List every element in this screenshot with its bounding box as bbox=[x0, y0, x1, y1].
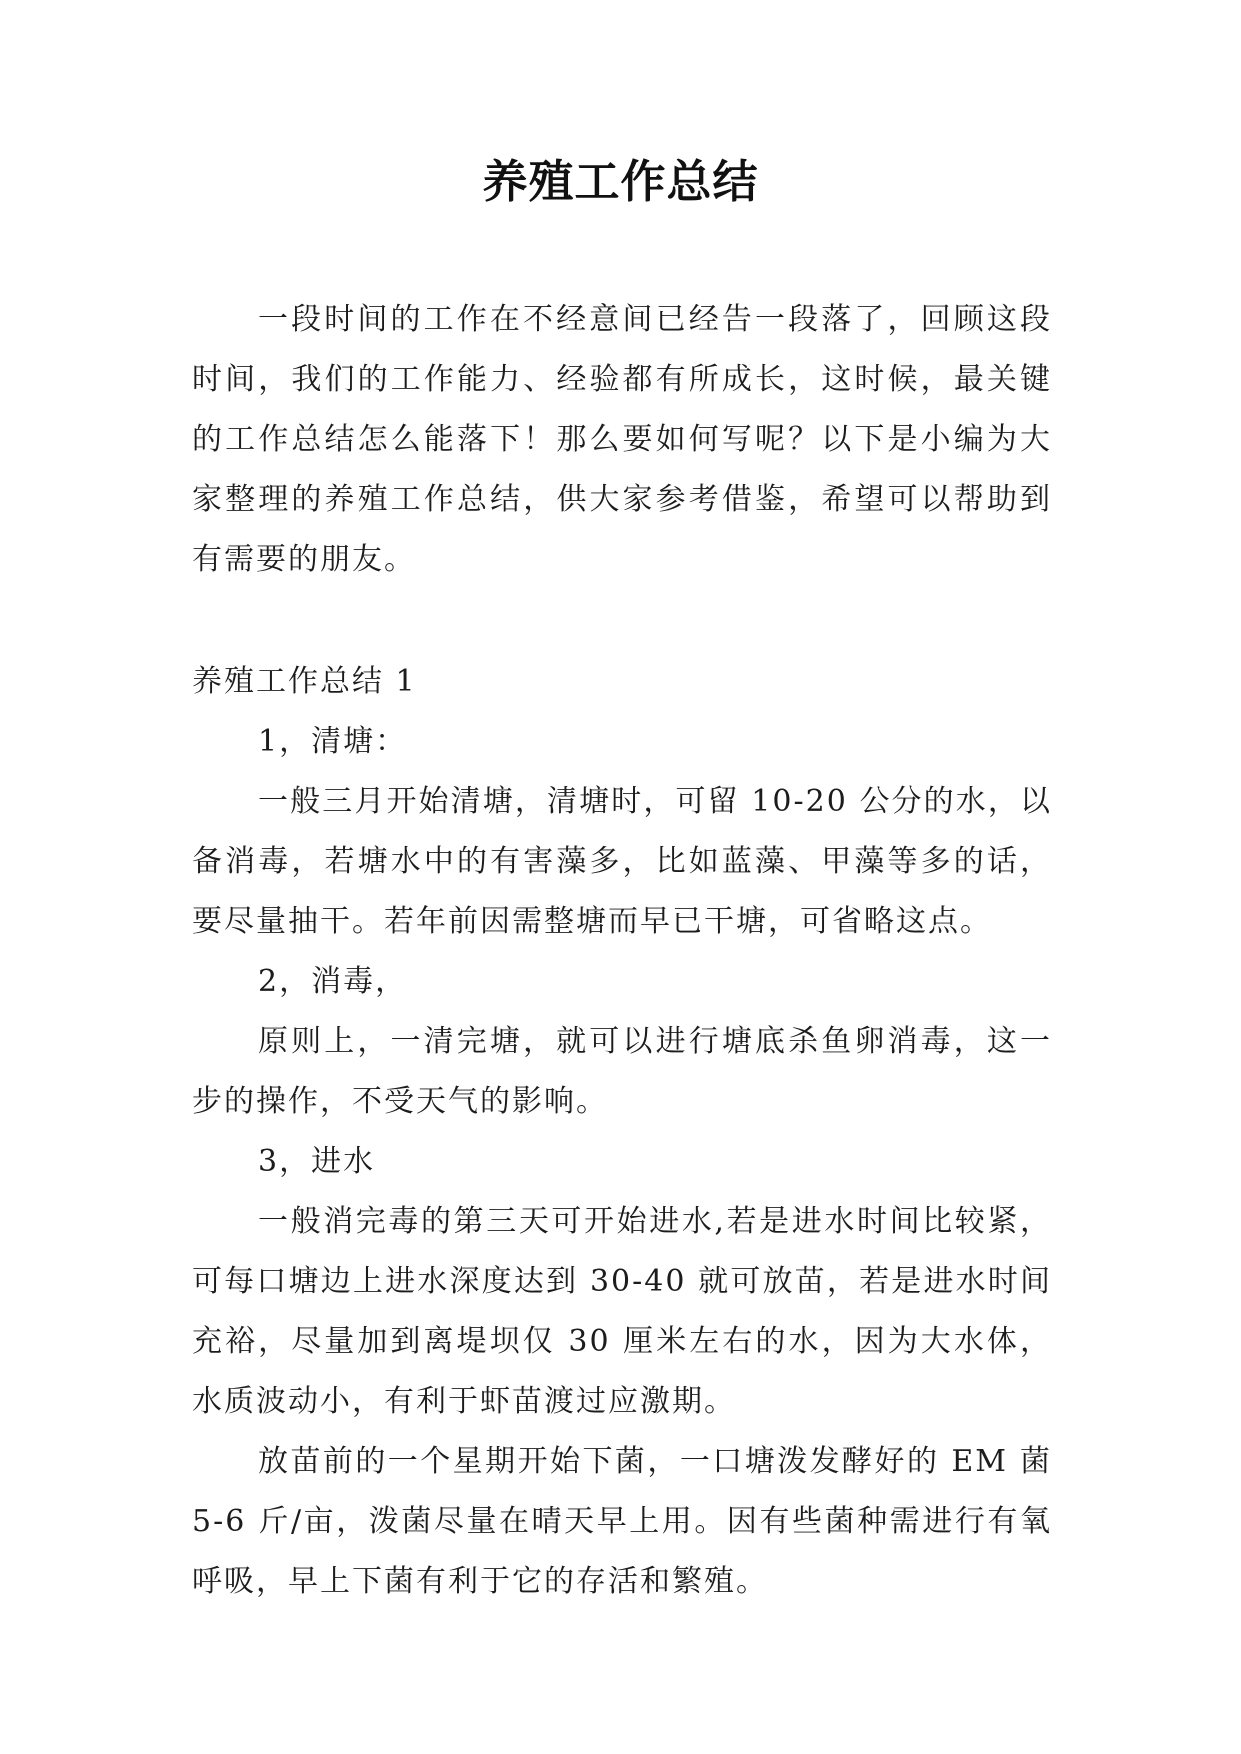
paragraph-clear-pond: 一般三月开始清塘，清塘时，可留 10-20 公分的水，以备消毒，若塘水中的有害藻多，比如蓝藻、甲藻等多的话，要尽量抽干。若年前因需整塘而早已干塘，可省略这点。 bbox=[192, 784, 1052, 939]
intro-paragraph: 一段时间的工作在不经意间已经告一段落了，回顾这段时间，我们的工作能力、经验都有所成长，这时候，最关键的工作总结怎么能落下！那么要如何写呢？以下是小编为大家整理的养殖工作总结，供大家参考借鉴，希望可以帮助到有需要的朋友。 bbox=[192, 302, 1052, 577]
paragraph-water-intake: 一般消完毒的第三天可开始进水,若是进水时间比较紧，可每口塘边上进水深度达到 30-40 就可放苗，若是进水时间充裕，尽量加到离堤坝仅 30 厘米左右的水，因为大水体，水质波动小，有利于虾苗渡过应激期。 bbox=[192, 1204, 1052, 1419]
step-heading-water-intake: 3，进水 bbox=[258, 1144, 376, 1179]
document-title: 养殖工作总结 bbox=[482, 155, 759, 208]
step-heading-clear-pond: 1，清塘： bbox=[258, 724, 408, 759]
step-heading-disinfect: 2，消毒， bbox=[258, 964, 408, 999]
paragraph-spacer bbox=[192, 590, 1052, 652]
paragraph-bacteria: 放苗前的一个星期开始下菌，一口塘泼发酵好的 EM 菌 5-6 斤/亩，泼菌尽量在晴天早上用。因有些菌种需进行有氧呼吸，早上下菌有利于它的存活和繁殖。 bbox=[192, 1444, 1052, 1599]
section-heading: 养殖工作总结 1 bbox=[192, 664, 417, 699]
paragraph-disinfect: 原则上，一清完塘，就可以进行塘底杀鱼卵消毒，这一步的操作，不受天气的影响。 bbox=[192, 1024, 1052, 1119]
document-body bbox=[192, 290, 1052, 1612]
